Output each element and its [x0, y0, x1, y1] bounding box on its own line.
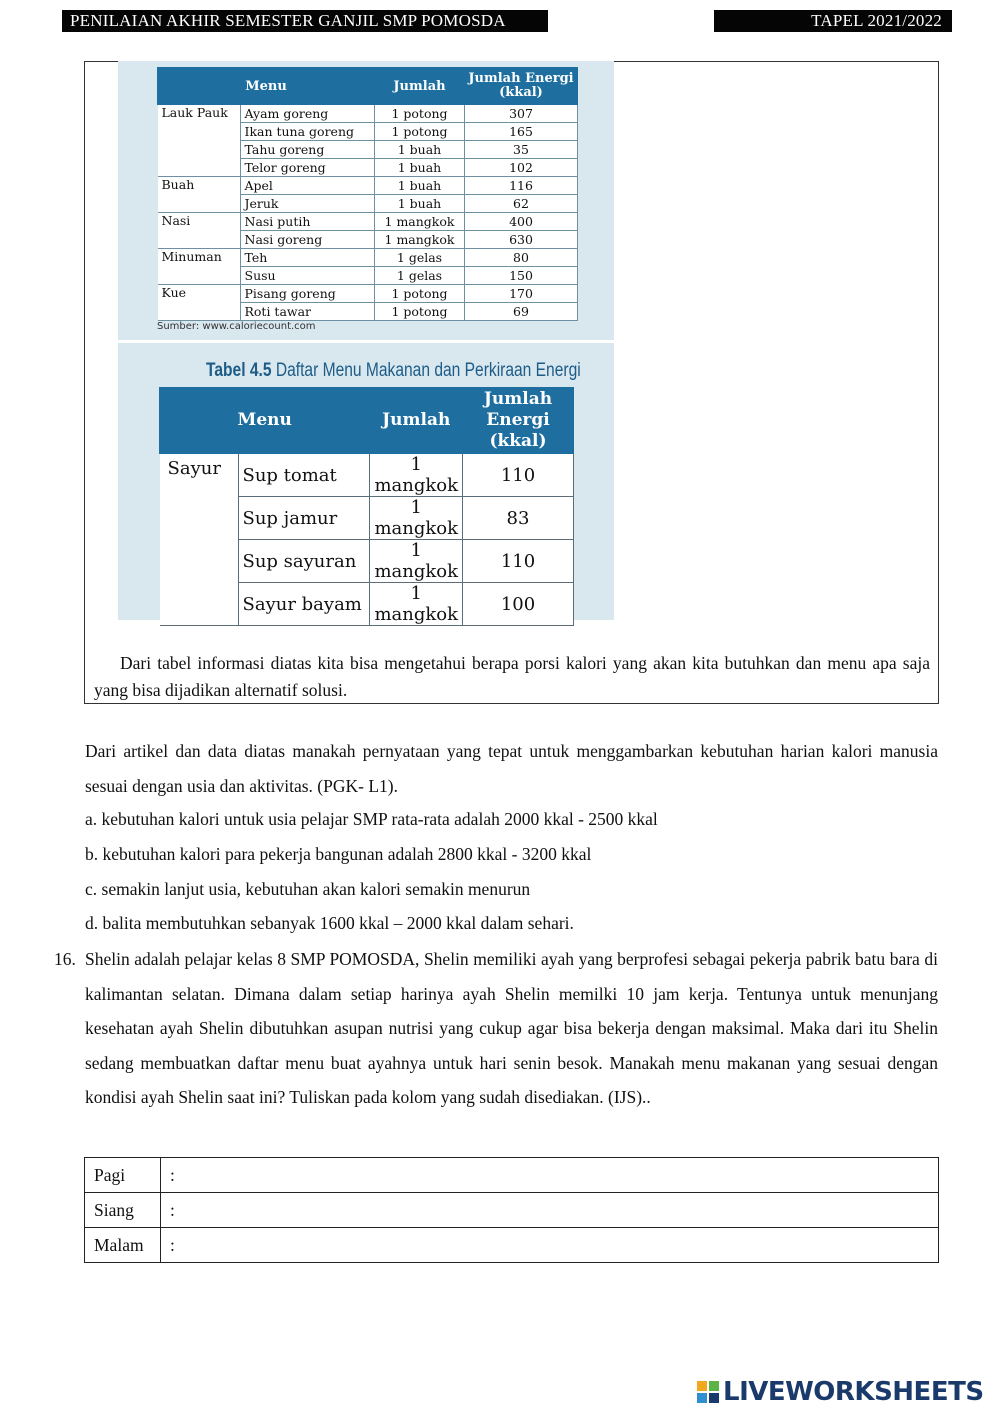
- header-left-title: PENILAIAN AKHIR SEMESTER GANJIL SMP POMOSDA: [62, 10, 548, 32]
- table1-category: Lauk Pauk: [158, 105, 241, 123]
- table1-category: Nasi: [158, 213, 241, 231]
- table1-energy: 400: [465, 213, 578, 231]
- table1-menu-item: Tahu goreng: [240, 141, 375, 159]
- question-15-option-c: c. semakin lanjut usia, kebutuhan akan kalori semakin menurun: [85, 879, 531, 899]
- table1-menu-item: Jeruk: [240, 195, 375, 213]
- calorie-table-2: [159, 387, 574, 626]
- table1-menu-item: Susu: [240, 267, 375, 285]
- liveworksheets-logo-icon: [697, 1381, 719, 1403]
- table1-category: [158, 231, 241, 249]
- table2-caption-number: Tabel 4.5: [206, 360, 272, 381]
- table1-energy: 150: [465, 267, 578, 285]
- table1-header-menu: Menu: [158, 68, 375, 105]
- table1-menu-item: Roti tawar: [240, 303, 375, 321]
- table2-menu-item: Sup tomat: [238, 454, 370, 497]
- table2-caption-text: Daftar Menu Makanan dan Perkiraan Energi: [275, 360, 581, 381]
- table1-category: Buah: [158, 177, 241, 195]
- table2-energy: 83: [463, 497, 574, 540]
- table1-row: [158, 285, 578, 303]
- table1-amount: 1 potong: [375, 285, 465, 303]
- table1-category: [158, 159, 241, 177]
- table1-amount: 1 mangkok: [375, 213, 465, 231]
- table1-amount: 1 gelas: [375, 249, 465, 267]
- table1-category: Kue: [158, 285, 241, 303]
- table1-amount: 1 mangkok: [375, 231, 465, 249]
- table2-category: Sayur: [160, 454, 239, 626]
- table2-amount: 1 mangkok: [370, 540, 463, 583]
- question-16-number: 16.: [54, 949, 76, 969]
- answer-label-pagi: Pagi: [85, 1158, 161, 1193]
- table1-amount: 1 gelas: [375, 267, 465, 285]
- table1-menu-item: Pisang goreng: [240, 285, 375, 303]
- table1-category: [158, 303, 241, 321]
- question-15-option-d: d. balita membutuhkan sebanyak 1600 kkal – 2000 kkal dalam sehari.: [85, 913, 574, 933]
- calorie-table-1: [157, 67, 578, 321]
- table2-header-jumlah: Jumlah: [370, 388, 463, 454]
- answer-row-siang: [85, 1193, 939, 1228]
- answer-label-malam: Malam: [85, 1228, 161, 1263]
- table2-header-energi: Jumlah Energi (kkal): [463, 388, 574, 454]
- table1-row: [158, 303, 578, 321]
- table1-body: [158, 105, 578, 321]
- table2-header-menu: Menu: [160, 388, 370, 454]
- table1-category: [158, 123, 241, 141]
- answer-row-malam: [85, 1228, 939, 1263]
- table1-energy: 69: [465, 303, 578, 321]
- table1-row: [158, 249, 578, 267]
- frame-paragraph: Dari tabel informasi diatas kita bisa mengetahui berapa porsi kalori yang akan kita butuhkan dan menu apa saja yang bisa dijadikan alternatif solusi.: [94, 653, 930, 700]
- liveworksheets-logo: [697, 1377, 984, 1407]
- answer-field-siang[interactable]: :: [161, 1193, 939, 1228]
- table1-energy: 307: [465, 105, 578, 123]
- table1-row: [158, 141, 578, 159]
- table2-caption: [206, 360, 581, 382]
- table1-menu-item: Apel: [240, 177, 375, 195]
- table1-amount: 1 buah: [375, 195, 465, 213]
- table2-menu-item: Sup sayuran: [238, 540, 370, 583]
- answer-table: [84, 1157, 939, 1263]
- table1-menu-item: Ikan tuna goreng: [240, 123, 375, 141]
- table1-header-energi: Jumlah Energi (kkal): [465, 68, 578, 105]
- table1-header-jumlah: Jumlah: [375, 68, 465, 105]
- table2-amount: 1 mangkok: [370, 497, 463, 540]
- table2-energy: 110: [463, 540, 574, 583]
- question-15-text: Dari artikel dan data diatas manakah pernyataan yang tepat untuk menggambarkan kebutuhan harian kalori manusia sesuai dengan usia dan aktivitas. (PGK- L1).: [85, 741, 938, 796]
- table1-amount: 1 buah: [375, 159, 465, 177]
- answer-label-siang: Siang: [85, 1193, 161, 1228]
- table2-amount: 1 mangkok: [370, 583, 463, 626]
- table2-energy: 110: [463, 454, 574, 497]
- table1-amount: 1 potong: [375, 303, 465, 321]
- table1-row: [158, 123, 578, 141]
- table2-menu-item: Sup jamur: [238, 497, 370, 540]
- answer-row-pagi: [85, 1158, 939, 1193]
- table1-category: [158, 267, 241, 285]
- table1-source: Sumber: www.caloriecount.com: [157, 321, 316, 332]
- table2-energy: 100: [463, 583, 574, 626]
- table1-energy: 102: [465, 159, 578, 177]
- table2-menu-item: Sayur bayam: [238, 583, 370, 626]
- table2-body: [160, 454, 574, 626]
- table1-energy: 80: [465, 249, 578, 267]
- table1-energy: 165: [465, 123, 578, 141]
- table1-menu-item: Teh: [240, 249, 375, 267]
- table1-menu-item: Ayam goreng: [240, 105, 375, 123]
- question-16-text: Shelin adalah pelajar kelas 8 SMP POMOSDA, Shelin memiliki ayah yang berprofesi sebagai pekerja pabrik batu bara di kalimantan selatan. Dimana dalam setiap harinya ayah Shelin memilki 10 jam kerja. Tentunya untuk menunjang kesehatan ayah Shelin dibutuhkan asupan nutrisi yang cukup agar bisa bekerja dengan maksimal. Maka dari itu Shelin sedang membuatkan daftar menu buat ayahnya untuk hari senin besok. Manakah menu makanan yang sesuai dengan kondisi ayah Shelin saat ini? Tuliskan pada kolom yang sudah disediakan. (IJS)..: [85, 949, 938, 1107]
- table1-row: [158, 159, 578, 177]
- table1-energy: 170: [465, 285, 578, 303]
- table1-category: [158, 141, 241, 159]
- table1-energy: 62: [465, 195, 578, 213]
- table1-menu-item: Nasi goreng: [240, 231, 375, 249]
- header-right-year: TAPEL 2021/2022: [714, 10, 952, 32]
- table1-row: [158, 195, 578, 213]
- table1-energy: 35: [465, 141, 578, 159]
- table2-row: [160, 454, 574, 497]
- answer-field-pagi[interactable]: :: [161, 1158, 939, 1193]
- table1-category: [158, 195, 241, 213]
- table1-amount: 1 buah: [375, 177, 465, 195]
- question-15-option-b: b. kebutuhan kalori para pekerja bangunan adalah 2800 kkal - 3200 kkal: [85, 844, 592, 864]
- table1-row: [158, 105, 578, 123]
- answer-field-malam[interactable]: :: [161, 1228, 939, 1263]
- table1-energy: 116: [465, 177, 578, 195]
- table1-menu-item: Telor goreng: [240, 159, 375, 177]
- table1-row: [158, 267, 578, 285]
- liveworksheets-logo-text: LIVEWORKSHEETS: [723, 1377, 984, 1407]
- table1-amount: 1 potong: [375, 105, 465, 123]
- table1-row: [158, 213, 578, 231]
- table1-row: [158, 231, 578, 249]
- question-15-option-a: a. kebutuhan kalori untuk usia pelajar SMP rata-rata adalah 2000 kkal - 2500 kkal: [85, 809, 658, 829]
- table1-row: [158, 177, 578, 195]
- table1-energy: 630: [465, 231, 578, 249]
- table1-menu-item: Nasi putih: [240, 213, 375, 231]
- table1-amount: 1 buah: [375, 141, 465, 159]
- table1-amount: 1 potong: [375, 123, 465, 141]
- table1-category: Minuman: [158, 249, 241, 267]
- table2-amount: 1 mangkok: [370, 454, 463, 497]
